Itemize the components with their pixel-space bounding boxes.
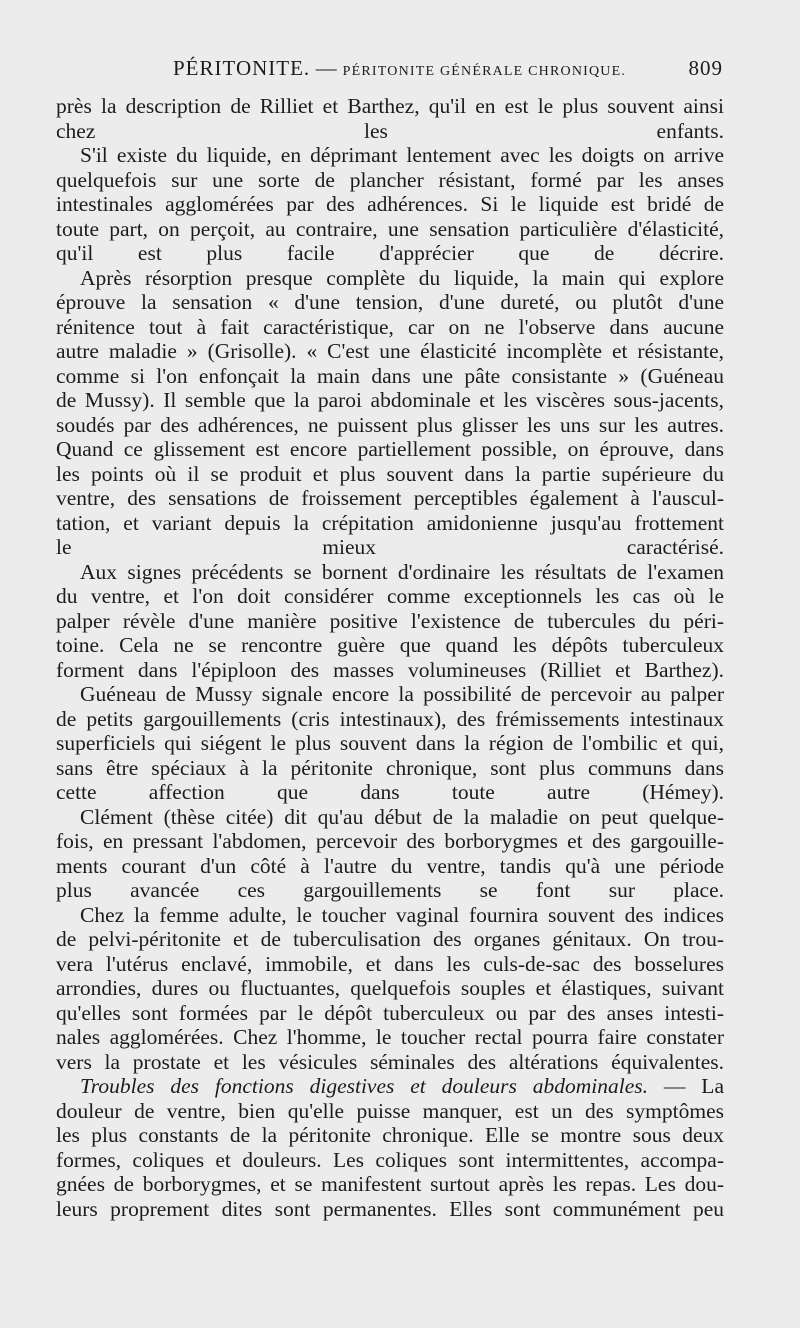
text-line: près la description de Rilliet et Barthez, qu'il en est le plus souvent ainsi xyxy=(56,94,724,118)
text-line: qu'elles sont formées par le dépôt tuberculeux ou par des anses intesti- xyxy=(56,1000,724,1025)
text-line: quelquefois sur une sorte de plancher résistant, formé par les anses xyxy=(56,167,724,192)
text-line: S'il existe du liquide, en déprimant lentement avec les doigts on arrive xyxy=(80,143,724,167)
header-title-sub: PÉRITONITE GÉNÉRALE CHRONIQUE. xyxy=(342,64,627,79)
text-line: arrondies, dures ou fluctuantes, quelquefois souples et élastiques, suivant xyxy=(56,976,724,1000)
text-line: qu'il est plus facile d'apprécier que de décrire. xyxy=(56,241,724,265)
header-title xyxy=(173,56,626,81)
text-line: rénitence tout à fait caractéristique, car on ne l'observe dans aucune xyxy=(56,314,724,339)
running-header xyxy=(55,56,725,86)
text-line: superficiels qui siégent le plus souvent dans la région de l'ombilic et qui, xyxy=(56,731,724,755)
text-line: de Mussy). Il semble que la paroi abdominale et les viscères sous-jacents, xyxy=(56,388,724,412)
text-line: palper révèle d'une manière positive l'existence de tubercules du péri- xyxy=(56,608,724,633)
text-line: Guéneau de Mussy signale encore la possibilité de percevoir au palper xyxy=(80,682,724,706)
paragraph-6 xyxy=(56,805,724,903)
text-line: le mieux caractérisé. xyxy=(56,535,724,559)
header-title-main: PÉRITONITE. xyxy=(173,56,311,80)
text-line: sans être spéciaux à la péritonite chronique, sont plus communs dans xyxy=(56,755,724,780)
header-dash: — xyxy=(315,56,338,80)
text-line: forment dans l'épiploon des masses volumineuses (Rilliet et Barthez). xyxy=(56,657,724,682)
text-line: de pelvi-péritonite et de tuberculisation des organes génitaux. On trou- xyxy=(56,927,724,951)
text-line: Quand ce glissement est encore partiellement possible, on éprouve, dans xyxy=(56,437,724,461)
page-number: 809 xyxy=(688,56,723,80)
section-heading-rest: — La xyxy=(648,1074,724,1098)
body-text xyxy=(56,94,724,1221)
paragraph-1 xyxy=(56,94,724,143)
text-line: leurs proprement dites sont permanentes. Elles sont communément peu xyxy=(56,1196,724,1221)
text-line: autre maladie » (Grisolle). « C'est une élasticité incomplète et résistante, xyxy=(56,339,724,363)
text-line: les plus constants de la péritonite chronique. Elle se montre sous deux xyxy=(56,1123,724,1147)
text-line: chez les enfants. xyxy=(56,118,724,143)
text-line: les points où il se produit et plus souvent dans la partie supérieure du xyxy=(56,461,724,486)
text-line: soudés par des adhérences, ne puissent plus glisser les uns sur les autres. xyxy=(56,412,724,437)
text-line: nales agglomérées. Chez l'homme, le toucher rectal pourra faire constater xyxy=(56,1025,724,1049)
text-line: cette affection que dans toute autre (Hémey). xyxy=(56,780,724,804)
paragraph-8 xyxy=(56,1074,724,1221)
text-line: tation, et variant depuis la crépitation amidonienne jusqu'au frottement xyxy=(56,510,724,535)
text-line: plus avancée ces gargouillements se font sur place. xyxy=(56,878,724,902)
text-line: ments courant d'un côté à l'autre du ventre, tandis qu'à une période xyxy=(56,853,724,878)
text-line: toute part, on perçoit, au contraire, une sensation particulière d'élasticité, xyxy=(56,216,724,241)
text-line: fois, en pressant l'abdomen, percevoir des borborygmes et des gargouille- xyxy=(56,829,724,853)
text-line: ventre, des sensations de froissement perceptibles également à l'auscul- xyxy=(56,486,724,510)
text-line: Clément (thèse citée) dit qu'au début de la maladie on peut quelque- xyxy=(80,804,724,829)
text-line: Après résorption presque complète du liquide, la main qui explore xyxy=(80,265,724,290)
text-line: formes, coliques et douleurs. Les coliques sont intermittentes, accompa- xyxy=(56,1147,724,1172)
text-line: comme si l'on enfonçait la main dans une pâte consistante » (Guéneau xyxy=(56,363,724,388)
section-heading-italic: Troubles des fonctions digestives et douleurs abdominales. xyxy=(80,1074,649,1098)
paragraph-4 xyxy=(56,560,724,683)
text-line: de petits gargouillements (cris intestinaux), des frémissements intestinaux xyxy=(56,706,724,731)
paragraph-5 xyxy=(56,682,724,805)
text-line: Aux signes précédents se bornent d'ordinaire les résultats de l'examen xyxy=(80,559,724,584)
text-line: toine. Cela ne se rencontre guère que quand les dépôts tuberculeux xyxy=(56,633,724,657)
paragraph-3 xyxy=(56,266,724,560)
text-line: Chez la femme adulte, le toucher vaginal fournira souvent des indices xyxy=(80,902,724,927)
text-line: vers la prostate et les vésicules séminales des altérations équivalentes. xyxy=(56,1049,724,1074)
text-line: gnées de borborygmes, et se manifestent surtout après les repas. Les dou- xyxy=(56,1172,724,1196)
text-line: du ventre, et l'on doit considérer comme exceptionnels les cas où le xyxy=(56,584,724,608)
text-line: éprouve la sensation « d'une tension, d'une dureté, ou plutôt d'une xyxy=(56,290,724,314)
paragraph-2 xyxy=(56,143,724,266)
text-line: intestinales agglomérées par des adhérences. Si le liquide est bridé de xyxy=(56,192,724,216)
paragraph-7 xyxy=(56,903,724,1075)
text-line: douleur de ventre, bien qu'elle puisse manquer, est un des symptômes xyxy=(56,1098,724,1123)
text-line: vera l'utérus enclavé, immobile, et dans les culs-de-sac des bosselures xyxy=(56,951,724,976)
